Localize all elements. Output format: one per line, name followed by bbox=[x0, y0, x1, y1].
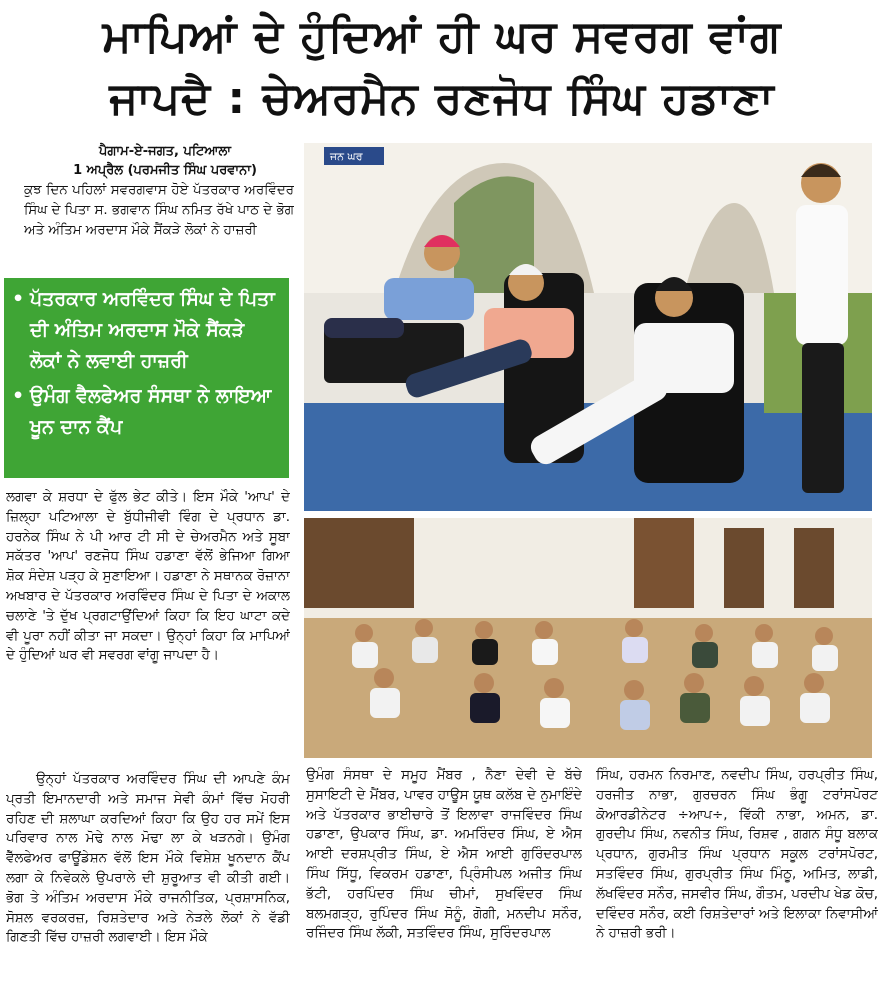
column-3-text: ਸਿੰਘ, ਹਰਮਨ ਨਿਰਮਾਣ, ਨਵਦੀਪ ਸਿੰਘ, ਹਰਪ੍ਰੀਤ ਸਿੰਘ, ਹਰਜੀਤ ਨਾਭਾ, ਗੁਰਚਰਨ ਸਿੰਘ ਭੰਗੂ ਟਰਾਂਸਪੋਰਟ ਕੋਆਰਡੀਨੇਟਰ ÷ਆਪ÷, ਵਿੱਕੀ ਨਾਭਾ, ਅਮਨ, ਡਾ. ਗੁਰਦੀਪ ਸਿੰਘ, ਨਵਨੀਤ ਸਿੰਘ, ਰਿਸ਼ਵ , ਗਗਨ ਸੰਧੂ ਬਲਾਕ ਪ੍ਰਧਾਨ, ਗੁਰਮੀਤ ਸਿੰਘ ਪ੍ਰਧਾਨ ਸਕੂਲ ਟਰਾਂਸਪੋਰਟ, ਸਤਵਿੰਦਰ ਸਿੰਘ, ਗੁਰਪ੍ਰੀਤ ਸਿੰਘ ਮਿੰਠੂ, ਅਮਿਤ, ਲਾਡੀ, ਲੱਖਵਿੰਦਰ ਸਨੌਰ, ਜਸਵੀਰ ਸਿੰਘ, ਗੌਤਮ, ਪਰਦੀਪ ਖੇਡ ਕੋਚ, ਦਵਿੰਦਰ ਸਨੌਰ, ਕਈ ਰਿਸ਼ਤੇਦਾਰਾਂ ਅਤੇ ਇਲਾਕਾ ਨਿਵਾਸੀਆਂ ਨੇ ਹਾਜ਼ਰੀ ਭਰੀ। bbox=[596, 768, 878, 942]
column-1-paragraph-2: ਉਨ੍ਹਾਂ ਪੱਤਰਕਾਰ ਅਰਵਿੰਦਰ ਸਿੰਘ ਦੀ ਆਪਣੇ ਕੰਮ ਪ੍ਰਤੀ ਇਮਾਨਦਾਰੀ ਅਤੇ ਸਮਾਜ ਸੇਵੀ ਕੰਮਾਂ ਵਿੱਚ ਮੋਹਰੀ ਰਹਿਣ ਦੀ ਸ਼ਲਾਘਾ ਕਰਦਿਆਂ ਕਿਹਾ ਕਿ ਉਹ ਹਰ ਸਮੇਂ ਇਸ ਪਰਿਵਾਰ ਨਾਲ ਮੋਢੇ ਨਾਲ ਮੋਢਾ ਲਾ ਕੇ ਖੜਨਗੇ। ਉਮੰਗ ਵੈੱਲਫੇਅਰ ਫਾਊਂਡੇਸ਼ਨ ਵੱਲੋਂ ਇਸ ਮੌਕੇ ਵਿਸ਼ੇਸ਼ ਖੂਨਦਾਨ ਕੈਂਪ ਲਗਾ ਕੇ ਨਿਵੇਕਲੇ ਉਪਰਾਲੇ ਦੀ ਸ਼ੁਰੂਆਤ ਵੀ ਕੀਤੀ ਗਈ। ਭੋਗ ਤੇ ਅੰਤਿਮ ਅਰਦਾਸ ਮੌਕੇ ਰਾਜਨੀਤਿਕ, ਪ੍ਰਸ਼ਾਸਨਿਕ, ਸੋਸ਼ਲ ਵਰਕਰਜ਼, ਰਿਸ਼ਤੇਦਾਰ ਅਤੇ ਨੇੜਲੇ ਲੋਕਾਂ ਨੇ ਵੱਡੀ ਗਿਣਤੀ ਵਿੱਚ ਹਾਜ਼ਰੀ ਲਗਵਾਈ। ਇਸ ਮੌਕੇ bbox=[6, 772, 290, 946]
highlight-item bbox=[12, 381, 281, 443]
highlight-text: ਪੱਤਰਕਾਰ ਅਰਵਿੰਦਰ ਸਿੰਘ ਦੇ ਪਿਤਾ ਦੀ ਅੰਤਿਮ ਅਰਦਾਸ ਮੌਕੇ ਸੈਂਕੜੇ ਲੋਕਾਂ ਨੇ ਲਵਾਈ ਹਾਜ਼ਰੀ bbox=[30, 288, 275, 372]
headline-line-1: ਮਾਪਿਆਂ ਦੇ ਹੁੰਦਿਆਂ ਹੀ ਘਰ ਸਵਰਗ ਵਾਂਗ bbox=[102, 11, 782, 62]
dateline-date: 1 ਅਪ੍ਰੈਲ (ਪਰਮਜੀਤ ਸਿੰਘ ਪਰਵਾਨਾ) bbox=[73, 163, 257, 178]
gathering-photo bbox=[304, 518, 872, 758]
highlight-box bbox=[4, 278, 289, 478]
headline bbox=[0, 6, 884, 130]
headline-line-2: ਜਾਪਦੈ : ਚੇਅਰਮੈਨ ਰਣਜੋਧ ਸਿੰਘ ਹਡਾਣਾ bbox=[109, 73, 775, 124]
column-2-text: ਉਮੰਗ ਸੰਸਥਾ ਦੇ ਸਮੂਹ ਮੈਂਬਰ , ਨੈਣਾ ਦੇਵੀ ਦੇ ਬੱਚੇ ਸੁਸਾਇਟੀ ਦੇ ਮੈਂਬਰ, ਪਾਵਰ ਹਾਊਸ ਯੂਥ ਕਲੱਬ ਦੇ ਨੁਮਾਇੰਦੇ ਅਤੇ ਪੱਤਰਕਾਰ ਭਾਈਚਾਰੇ ਤੋਂ ਇਲਾਵਾ ਰਾਜਵਿੰਦਰ ਸਿੰਘ ਹਡਾਣਾ, ਉਪਕਾਰ ਸਿੰਘ, ਡਾ. ਅਮਰਿੰਦਰ ਸਿੰਘ, ਏ ਐਸ ਆਈ ਦਰਸ਼ਪ੍ਰੀਤ ਸਿੰਘ, ਏ ਐਸ ਆਈ ਗੁਰਿੰਦਰਪਾਲ ਸਿੰਘ ਸਿੱਧੂ, ਵਿਕਰਮ ਹਡਾਣਾ, ਪ੍ਰਿੰਸੀਪਲ ਅਜੀਤ ਸਿੰਘ ਭੱਟੀ, ਹਰਪਿੰਦਰ ਸਿੰਘ ਚੀਮਾਂ, ਸੁਖਵਿੰਦਰ ਸਿੰਘ ਬਲਮਗੜ੍ਹ, ਰੁਪਿੰਦਰ ਸਿੰਘ ਸੋਨੂੰ, ਗੋਗੀ, ਮਨਦੀਪ ਸਨੌਰ, ਰਜਿੰਦਰ ਸਿੰਘ ਲੱਕੀ, ਸਤਵਿੰਦਰ ਸਿੰਘ, ਸੁਰਿੰਦਰਪਾਲ bbox=[306, 768, 582, 942]
column-1-text: ਲਗਵਾ ਕੇ ਸ਼ਰਧਾ ਦੇ ਫੁੱਲ ਭੇਟ ਕੀਤੇ। ਇਸ ਮੌਕੇ 'ਆਪ' ਦੇ ਜ਼ਿਲ੍ਹਾ ਪਟਿਆਲਾ ਦੇ ਬੁੱਧੀਜੀਵੀ ਵਿੰਗ ਦੇ ਪ੍ਰਧਾਨ ਡਾ. ਹਰਨੇਕ ਸਿੰਘ ਨੇ ਪੀ ਆਰ ਟੀ ਸੀ ਦੇ ਚੇਅਰਮੈਨ ਅਤੇ ਸੂਬਾ ਸਕੱਤਰ 'ਆਪ' ਰਣਜੋਧ ਸਿੰਘ ਹਡਾਣਾ ਵੱਲੋਂ ਭੇਜਿਆ ਗਿਆ ਸ਼ੋਕ ਸੰਦੇਸ਼ ਪੜ੍ਹ ਕੇ ਸੁਣਾਇਆ। ਹਡਾਣਾ ਨੇ ਸਥਾਨਕ ਰੋਜ਼ਾਨਾ ਅਖਬਾਰ ਦੇ ਪੱਤਰਕਾਰ ਅਰਵਿੰਦਰ ਸਿੰਘ ਦੇ ਪਿਤਾ ਦੇ ਅਕਾਲ ਚਲਾਣੇ 'ਤੇ ਦੁੱਖ ਪ੍ਰਗਟਾਉਂਦਿਆਂ ਕਿਹਾ ਕਿ ਇਹ ਘਾਟਾ ਕਦੇ ਵੀ ਪੂਰਾ ਨਹੀਂ ਕੀਤਾ ਜਾ ਸਕਦਾ। ਉਨ੍ਹਾਂ ਕਿਹਾ ਕਿ ਮਾਪਿਆਂ ਦੇ ਹੁੰਦਿਆਂ ਘਰ ਵੀ ਸਵਰਗ ਵਾਂਗੂ ਜਾਪਦਾ ਹੈ। bbox=[6, 490, 290, 664]
sign-text: ਜਨ ਘਰ bbox=[330, 150, 363, 163]
intro-paragraph: ਕੁਝ ਦਿਨ ਪਹਿਲਾਂ ਸਵਰਗਵਾਸ ਹੋਏ ਪੱਤਰਕਾਰ ਅਰਵਿੰਦਰ ਸਿੰਘ ਦੇ ਪਿਤਾ ਸ. ਭਗਵਾਨ ਸਿੰਘ ਨਮਿਤ ਰੱਖੇ ਪਾਠ ਦੇ ਭੋਗ ਅਤੇ ਅੰਤਿਮ ਅਰਦਾਸ ਮੌਕੇ ਸੈਂਕੜੇ ਲੋਕਾਂ ਨੇ ਹਾਜ਼ਰੀ bbox=[24, 183, 294, 238]
highlight-text: ਉਮੰਗ ਵੈਲਫੇਅਰ ਸੰਸਥਾ ਨੇ ਲਾਇਆ ਖੂਨ ਦਾਨ ਕੈਂਪ bbox=[30, 385, 272, 438]
highlight-item bbox=[12, 284, 281, 377]
gathering-illustration bbox=[304, 518, 872, 758]
dateline-source: ਪੈਗਾਮ-ਏ-ਜਗਤ, ਪਟਿਆਲਾ bbox=[98, 144, 232, 159]
bullet-icon: • bbox=[12, 385, 25, 407]
blood-donation-illustration bbox=[304, 143, 872, 511]
blood-donation-photo bbox=[304, 143, 872, 511]
bullet-icon: • bbox=[12, 288, 25, 310]
dateline bbox=[30, 142, 300, 180]
